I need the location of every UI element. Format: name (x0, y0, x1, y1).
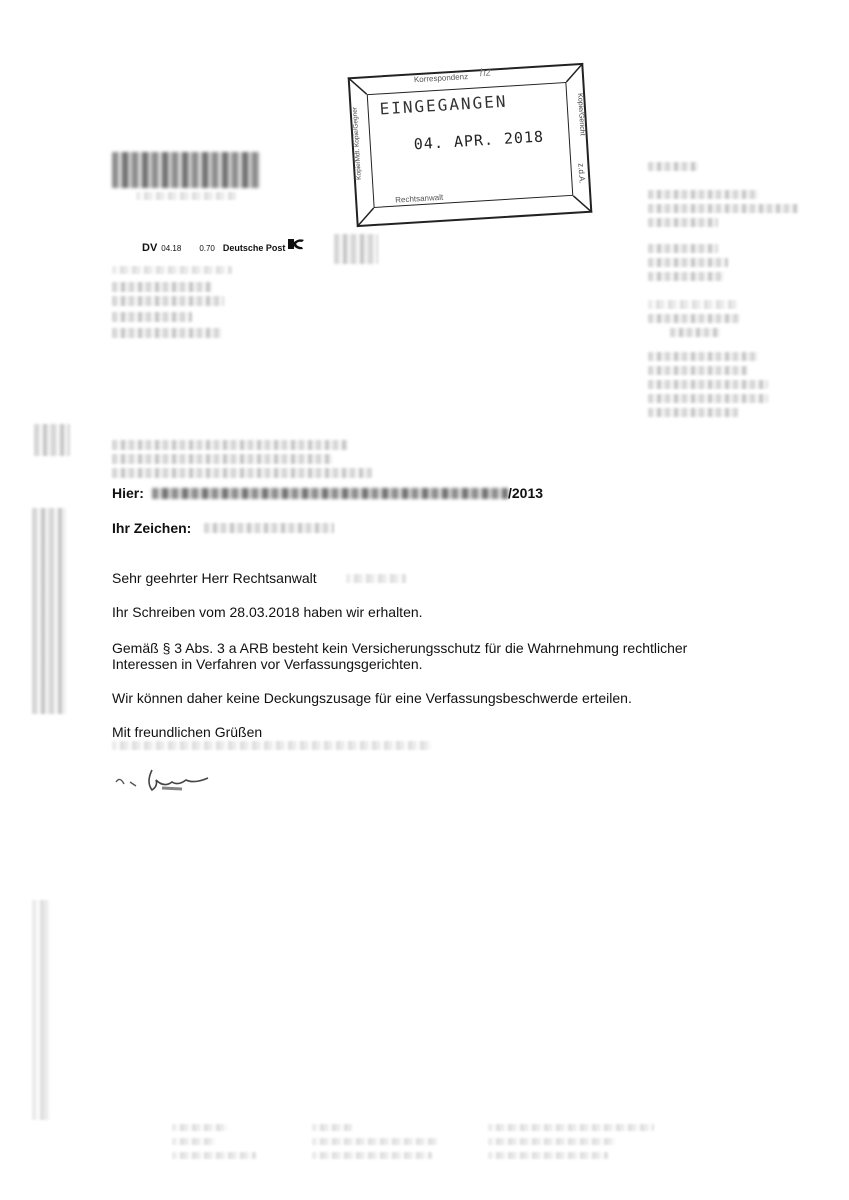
footer-col-2-line-1 (312, 1124, 352, 1131)
footer-col-1-line-1 (172, 1124, 228, 1131)
margin-vertical-text-redacted (32, 508, 66, 714)
address-line-3 (112, 312, 192, 322)
stamp-side-right-label: Kopie/Gericht (576, 93, 586, 136)
info-line-2 (648, 190, 758, 199)
info-line-10 (670, 328, 720, 337)
received-stamp (348, 63, 593, 227)
footer-col-2-line-3 (312, 1152, 432, 1159)
subject-hier-suffix: /2013 (508, 485, 544, 501)
postage-franking (142, 237, 305, 254)
subject-line-1 (112, 440, 348, 450)
info-line-6 (648, 258, 728, 267)
company-logo-redacted (112, 152, 260, 188)
footer-col-1-line-2 (172, 1138, 216, 1145)
paragraph-2-line-1: Gemäß § 3 Abs. 3 a ARB besteht kein Versicherungsschutz für die Wahrnehmung rechtlicher (112, 640, 688, 656)
subject-line-3 (112, 468, 372, 478)
sender-line-redacted (112, 266, 232, 274)
closing: Mit freundlichen Grüßen (112, 724, 263, 740)
posthorn-icon (287, 237, 305, 254)
reference-label: Ihr Zeichen: (112, 520, 192, 536)
footer-col-3-line-3 (488, 1152, 608, 1159)
margin-mark-top (34, 424, 70, 456)
company-name-redacted (112, 741, 432, 750)
paragraph-2-line-2: Interessen in Verfahren vor Verfassungsgerichten. (112, 656, 423, 672)
info-line-1 (648, 162, 698, 171)
footer-col-1-line-3 (172, 1152, 256, 1159)
subject-hier-redacted (152, 488, 508, 499)
paragraph-1: Ihr Schreiben vom 28.03.2018 haben wir erhalten. (112, 604, 423, 620)
footer-col-2-line-2 (312, 1138, 438, 1145)
info-line-3 (648, 204, 798, 213)
info-line-4 (648, 218, 718, 227)
stamp-zda-label: z.d.A. (576, 162, 587, 184)
info-line-12 (648, 366, 748, 375)
address-line-1 (112, 282, 212, 292)
stamp-date: 04. APR. 2018 (413, 127, 545, 154)
address-line-2 (112, 296, 224, 306)
reference-value-redacted (204, 523, 334, 533)
stamp-bottom-label: Rechtsanwalt (394, 192, 444, 205)
company-logo-subline-redacted (136, 192, 236, 200)
franking-dv: DV (142, 242, 158, 254)
info-line-9 (648, 314, 740, 323)
info-line-7 (648, 272, 724, 281)
signature (112, 762, 222, 801)
info-line-14 (648, 394, 768, 403)
stamp-top-label: Korrespondenz (413, 71, 469, 85)
franking-brand: Deutsche Post (222, 243, 286, 253)
address-line-4 (112, 328, 222, 338)
info-line-8 (648, 300, 738, 309)
footer-col-3-line-2 (488, 1138, 616, 1145)
footer-col-3-line-1 (488, 1124, 654, 1131)
stamp-initials: hz (479, 66, 492, 80)
subject-line-2 (112, 454, 332, 464)
franking-amount: 0.70 (199, 244, 215, 253)
info-line-11 (648, 352, 758, 361)
info-line-5 (648, 244, 718, 253)
stamp-title: EINGEGANGEN (379, 91, 508, 119)
franking-date: 04.18 (161, 244, 182, 253)
salutation: Sehr geehrter Herr Rechtsanwalt (112, 570, 317, 586)
info-line-15 (648, 408, 738, 417)
subject-hier-label: Hier: (112, 485, 144, 501)
info-line-13 (648, 380, 768, 389)
franking-code-redacted (334, 234, 378, 264)
stamp-side-left-label: Kopie/Mdt. Kopie/Gegner (351, 106, 363, 181)
salutation-name-redacted (346, 574, 406, 583)
paragraph-3: Wir können daher keine Deckungszusage für eine Verfassungsbeschwerde erteilen. (112, 690, 632, 706)
margin-vertical-text-bottom (32, 900, 50, 1120)
